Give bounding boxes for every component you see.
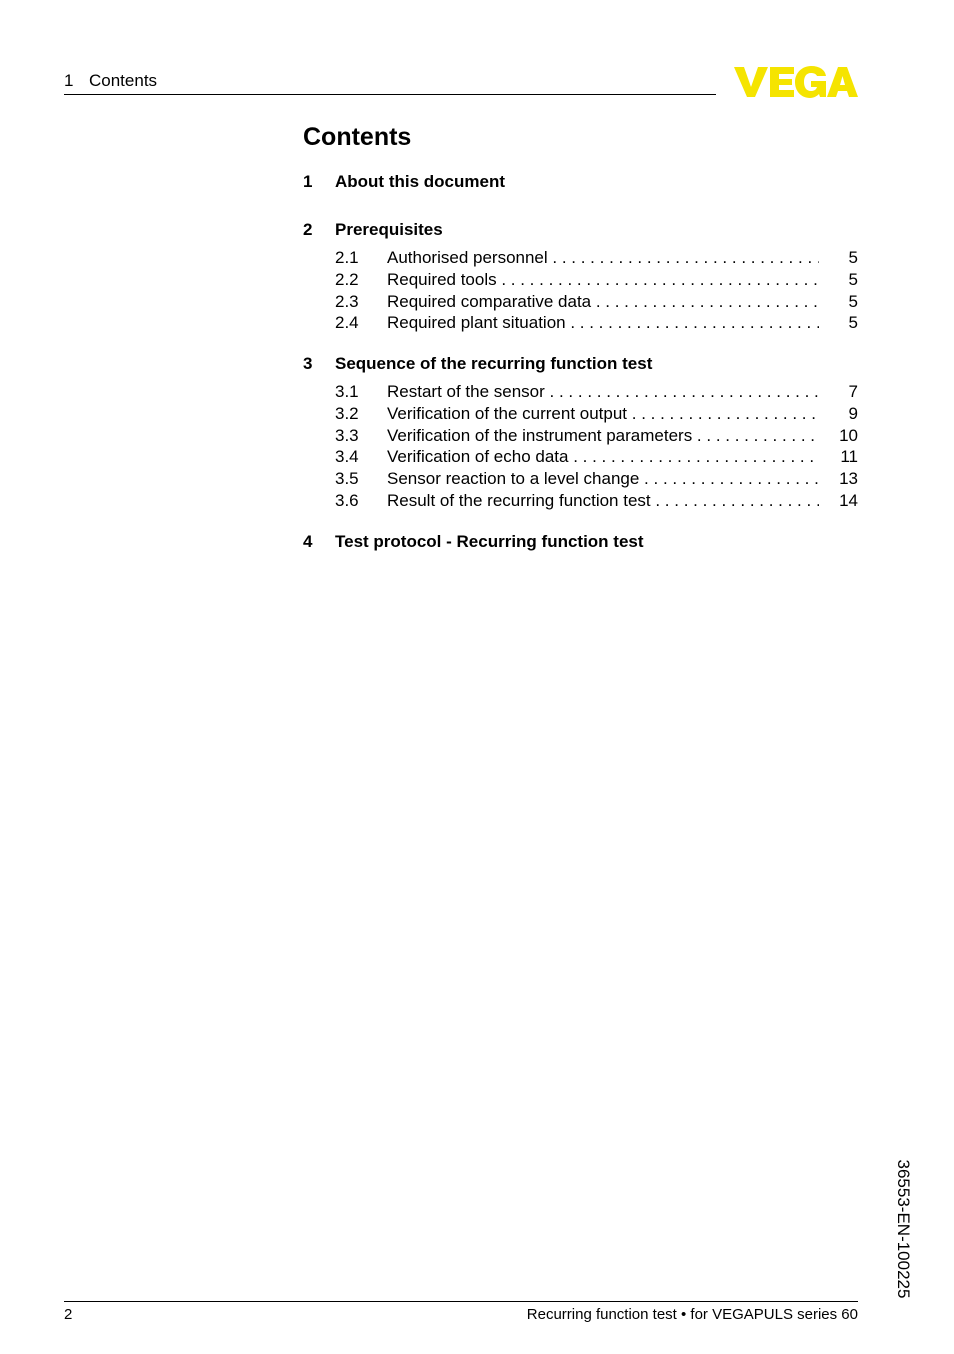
toc-chapter-title: Test protocol - Recurring function test (335, 532, 644, 551)
toc-entry-number: 2.3 (335, 291, 359, 311)
toc-chapter[interactable] (303, 220, 443, 240)
toc-entry[interactable] (335, 382, 858, 402)
toc-entry[interactable] (335, 491, 858, 511)
toc-entry-number: 3.3 (335, 425, 359, 445)
toc-entry-page: 10 (839, 425, 858, 445)
toc-entry-title: Required plant situation . . . (387, 313, 819, 333)
toc-chapter[interactable] (303, 354, 652, 374)
toc-entry-number: 3.2 (335, 403, 359, 423)
toc-chapter-number: 1 (303, 172, 313, 191)
toc-entry-title: Restart of the sensor . . . (387, 382, 819, 402)
toc-entry-page: 7 (848, 382, 858, 401)
toc-entry-title: Sensor reaction to a level change . . . (387, 469, 819, 489)
header-chapter-label: Contents (89, 71, 158, 90)
toc-chapter-number: 2 (303, 220, 313, 239)
toc-entry-number: 3.1 (335, 382, 359, 401)
toc-entry-number: 2.1 (335, 248, 359, 267)
header-rule (64, 94, 716, 95)
running-header (64, 71, 157, 91)
toc-entry-page: 5 (848, 291, 858, 311)
vega-logo (734, 65, 858, 99)
toc-entry-page: 5 (848, 269, 858, 289)
toc-chapter-number: 3 (303, 354, 313, 373)
toc-entry-number: 2.4 (335, 313, 359, 333)
toc-entry-title: Verification of the current output . . . (387, 404, 819, 424)
toc-entry-page: 5 (848, 313, 858, 333)
toc-chapter-title: Sequence of the recurring function test (335, 354, 653, 373)
toc-entry-number: 2.2 (335, 269, 359, 289)
footer-document-title: Recurring function test • for VEGAPULS series 60 (526, 1306, 858, 1323)
footer-page-number: 2 (64, 1306, 73, 1323)
header-chapter-number: 1 (64, 71, 74, 90)
toc-entry-number: 3.5 (335, 469, 359, 489)
toc-entry-page: 11 (840, 447, 858, 467)
toc-entry-page: 9 (848, 403, 858, 423)
toc-entry-page: 13 (839, 469, 858, 489)
toc-entry[interactable] (335, 469, 858, 489)
toc-entry[interactable] (335, 292, 858, 312)
toc-chapter[interactable] (303, 532, 644, 552)
toc-entry-title: Result of the recurring function test . . . (387, 491, 819, 511)
footer-rule (64, 1301, 858, 1302)
toc-entry-number: 3.6 (335, 491, 359, 510)
toc-chapter-title: About this document (335, 172, 505, 191)
toc-entry[interactable] (335, 447, 858, 467)
toc-chapter-number: 4 (303, 532, 313, 551)
toc-entry[interactable] (335, 313, 858, 333)
page-title: Contents (303, 123, 412, 151)
toc-chapter-title: Prerequisites (335, 220, 443, 239)
document-code: 36553-EN-100225 (894, 1159, 913, 1299)
toc-entry-title: Required comparative data . . . (387, 292, 819, 312)
toc-entry-page: 14 (839, 491, 858, 510)
toc-entry-title: Required tools . . . (387, 270, 819, 290)
toc-entry-number: 3.4 (335, 447, 359, 467)
toc-entry-title: Verification of echo data . . . (387, 447, 819, 467)
toc-chapter[interactable] (303, 172, 505, 192)
toc-entry[interactable] (335, 270, 858, 290)
toc-entry[interactable] (335, 404, 858, 424)
toc-entry-title: Verification of the instrument parameters . . . (387, 426, 819, 446)
toc-entry-page: 5 (848, 248, 858, 267)
toc-entry-title: Authorised personnel . . . (387, 248, 819, 268)
toc-entry[interactable] (335, 426, 858, 446)
toc-entry[interactable] (335, 248, 858, 268)
